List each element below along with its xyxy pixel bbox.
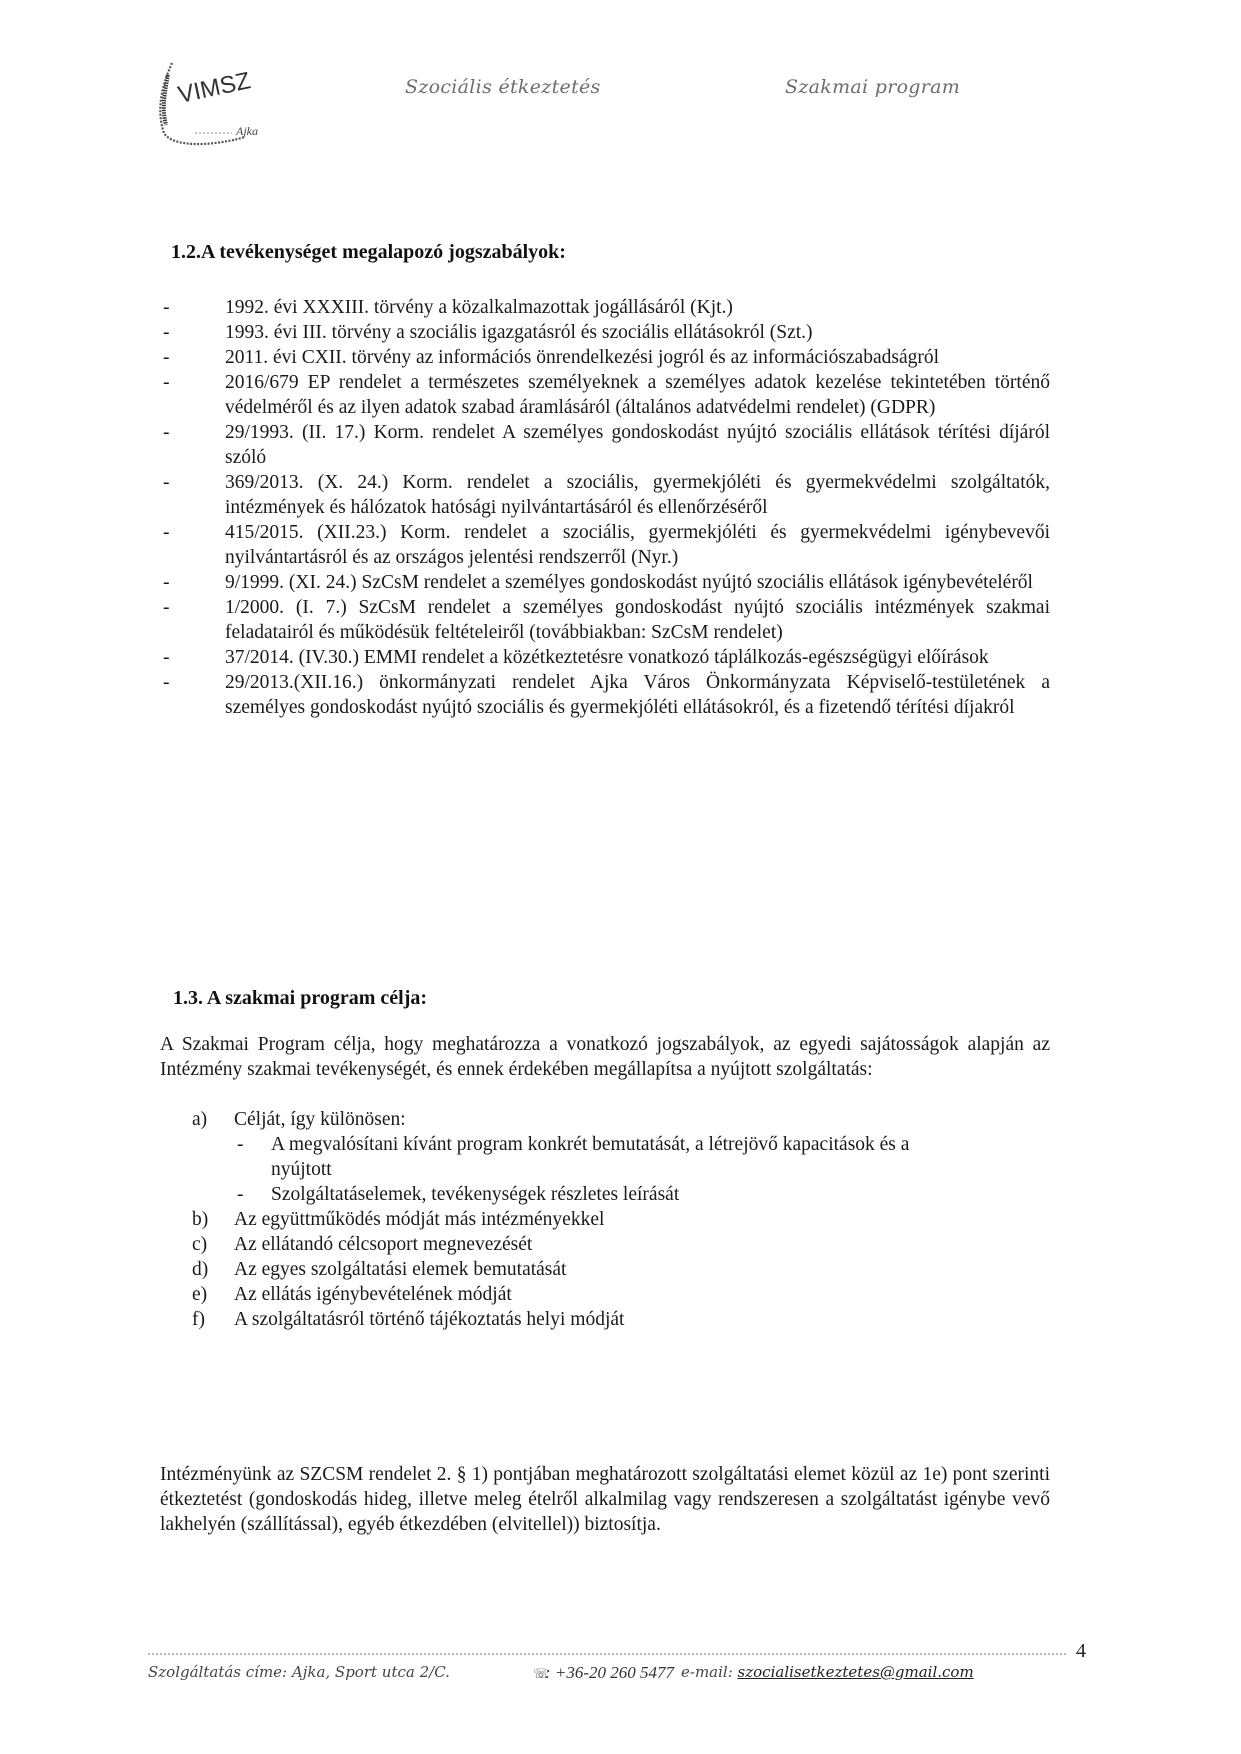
list-item: - 29/2013.(XII.16.) önkormányzati rendelet Ajka Város Önkormányzata Képviselő-testületének a személyes gondoskodást nyújtó szociális és gyermekjóléti ellátásokról, és a fizetendő térítési díjakról	[163, 672, 1050, 718]
bullet-dash: -	[163, 472, 170, 493]
bullet-dash: -	[163, 522, 170, 543]
bullet-dash: -	[163, 572, 170, 593]
list-marker: d)	[192, 1259, 209, 1280]
svg-text:Ajka: Ajka	[236, 124, 258, 138]
list-marker: c)	[192, 1234, 208, 1255]
section-1-3-closing: Intézményünk az SZCSM rendelet 2. § 1) pontjában meghatározott szolgáltatási elemet közül az 1e) pont szerinti étkeztetést (gondoskodás hideg, illetve meleg ételről alkalmilag vagy rendszeresen a szolgáltatást igénybe vevő lakhelyén (szállítással), egyéb étkezdében (elvitellel)) biztosítja.	[160, 1464, 1050, 1535]
section-1-3-title: 1.3. A szakmai program célja:	[173, 987, 428, 1009]
bullet-dash: -	[237, 1184, 244, 1205]
bullet-dash: -	[163, 347, 170, 368]
footer-address: Szolgáltatás címe: Ajka, Sport utca 2/C.	[148, 1663, 450, 1681]
sub-list-item: - A megvalósítani kívánt program konkrét bemutatását, a létrejövő kapacitások és a nyújtott	[237, 1134, 910, 1180]
page-number: 4	[1076, 1640, 1086, 1662]
list-item: - 2011. évi CXII. törvény az információs önrendelkezési jogról és az információszabadságról	[163, 347, 940, 368]
list-item: - 369/2013. (X. 24.) Korm. rendelet a szociális, gyermekjóléti és gyermekvédelmi szolgáltatók, intézmények és hálózatok hatósági nyilvántartásáról és ellenőrzéséről	[163, 472, 1050, 518]
bullet-dash: -	[163, 372, 170, 393]
footer-email: e-mail: szocialisetkeztetes@gmail.com	[681, 1663, 974, 1681]
list-item: - 9/1999. (XI. 24.) SzCsM rendelet a személyes gondoskodást nyújtó szociális ellátások igénybevételéről	[163, 572, 1033, 593]
list-item: d) Az egyes szolgáltatási elemek bemutatását	[192, 1259, 567, 1280]
list-item: f) A szolgáltatásról történő tájékoztatás helyi módját	[192, 1309, 625, 1330]
phone-icon: ☏	[533, 1666, 550, 1681]
section-1-3-intro: A Szakmai Program célja, hogy meghatározza a vonatkozó jogszabályok, az egyedi sajátosságok alapján az Intézmény szakmai tevékenységét, és ennek érdekében megállapítsa a nyújtott szolgáltatás:	[160, 1034, 1050, 1080]
list-item: b) Az együttműködés módját más intézményekkel	[192, 1209, 605, 1230]
logo-icon	[150, 55, 280, 150]
list-item: c) Az ellátandó célcsoport megnevezését	[192, 1234, 533, 1255]
bullet-dash: -	[163, 297, 170, 318]
bullet-dash: -	[163, 422, 170, 443]
footer-divider	[148, 1653, 1066, 1657]
list-item: - 29/1993. (II. 17.) Korm. rendelet A személyes gondoskodást nyújtó szociális ellátások térítési díjáról szóló	[163, 422, 1050, 468]
sub-list	[192, 1132, 1052, 1207]
bullet-dash: -	[163, 647, 170, 668]
page-footer	[148, 1663, 1068, 1693]
section-1-2-title: 1.2.A tevékenységet megalapozó jogszabályok:	[171, 241, 566, 263]
list-item: - 1993. évi III. törvény a szociális igazgatásról és szociális ellátásokról (Szt.)	[163, 322, 813, 343]
goals-list	[192, 1107, 1052, 1332]
bullet-dash: -	[163, 322, 170, 343]
bullet-dash: -	[163, 672, 170, 693]
legislation-list	[160, 295, 1050, 720]
list-item: - 37/2014. (IV.30.) EMMI rendelet a közétkeztetésre vonatkozó táplálkozás-egészségügyi előírások	[163, 647, 989, 668]
list-marker: f)	[192, 1309, 205, 1330]
list-item: e) Az ellátás igénybevételének módját	[192, 1284, 512, 1305]
list-item: - 415/2015. (XII.23.) Korm. rendelet a szociális, gyermekjóléti és gyermekvédelmi igénybevevői nyilvántartásról és az országos jelentési rendszerről (Nyr.)	[163, 522, 1050, 568]
list-item: - 1/2000. (I. 7.) SzCsM rendelet a személyes gondoskodást nyújtó szociális intézmények szakmai feladatairól és működésük feltételeiről (továbbiakban: SzCsM rendelet)	[163, 597, 1050, 643]
bullet-dash: -	[163, 597, 170, 618]
page-header	[0, 0, 1241, 170]
footer-phone: ☏: +36-20 260 5477	[533, 1663, 675, 1682]
header-center-title: Szociális étkeztetés	[405, 76, 601, 98]
list-marker: e)	[192, 1284, 208, 1305]
list-item: - 1992. évi XXXIII. törvény a közalkalmazottak jogállásáról (Kjt.)	[163, 297, 733, 318]
list-item: a) Célját, így különösen: - A megvalósítani kívánt program konkrét bemutatását, a létrejövő kapacitások és a nyújtott - Szolgáltatáselemek, tevékenységek részletes leírását	[192, 1107, 1052, 1207]
vimsz-logo	[150, 55, 280, 150]
list-marker: b)	[192, 1209, 209, 1230]
list-item: - 2016/679 EP rendelet a természetes személyeknek a személyes adatok kezelése tekintetében történő védelméről és az ilyen adatok szabad áramlásáról (általános adatvédelmi rendelet) (GDPR)	[163, 372, 1050, 418]
list-marker: a)	[192, 1109, 208, 1130]
svg-text:VIMSZ: VIMSZ	[175, 67, 253, 109]
email-link[interactable]: szocialisetkeztetes@gmail.com	[737, 1663, 974, 1681]
bullet-dash: -	[237, 1134, 244, 1155]
sub-list-item: - Szolgáltatáselemek, tevékenységek részletes leírását	[237, 1184, 680, 1205]
header-right-title: Szakmai program	[785, 76, 961, 98]
